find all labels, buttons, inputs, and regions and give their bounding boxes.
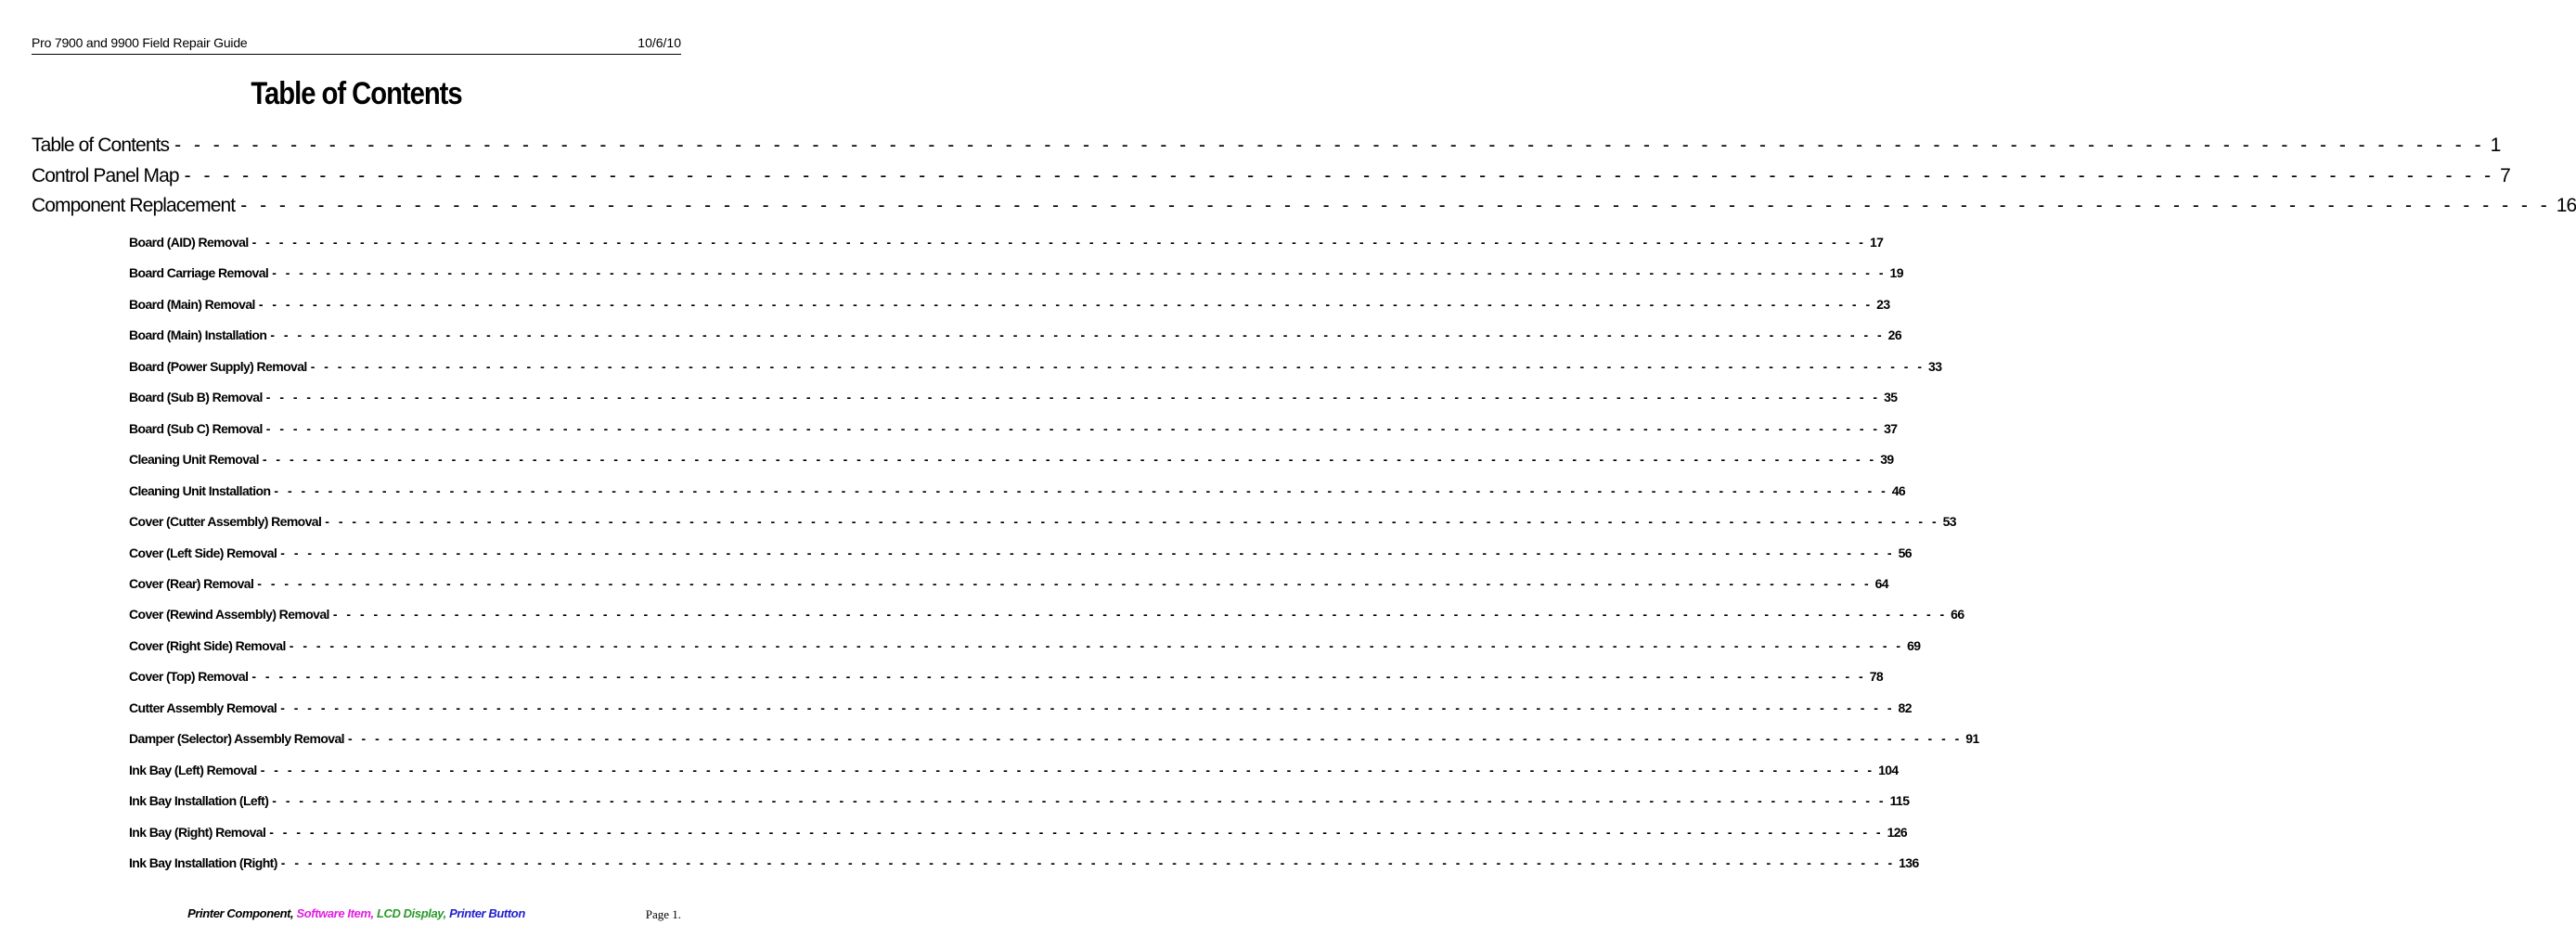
- toc-entry[interactable]: [129, 793, 1910, 809]
- toc-dot-leader: - - - - - - - - - - - - - - - - - - - - - - - - - - - - - - - - - - - - - - - - - - - - - - - - - - - - - - - - - - - - - - - - - - - - - - - - - - - - - - - - - - - - - - - - - - - - - - - - - - - - - - - - - - - - - - - - - - - - - - - -: [280, 700, 1895, 715]
- toc-entry-page: 66: [1951, 607, 1964, 623]
- toc-entry-label: Cutter Assembly Removal: [129, 700, 277, 715]
- toc-entry-page: 46: [1891, 482, 1906, 498]
- toc-entry-label: Cover (Left Side) Removal: [129, 545, 277, 560]
- toc-entry[interactable]: [129, 731, 1979, 747]
- toc-dot-leader: - - - - - - - - - - - - - - - - - - - - - - - - - - - - - - - - - - - - - - - - - - - - - - - - - - - - - - - - - - - - - - - - - - - - - - - - - - - - - - - - - - - - - - - - - - - - - - - - - - - - - - - - - - - - - - - - - - - - - - - -: [310, 358, 1926, 374]
- toc-entry-page: 136: [1899, 855, 1919, 870]
- toc-dot-leader: - - - - - - - - - - - - - - - - - - - - - - - - - - - - - - - - - - - - - - - - - - - - - - - - - - - - - - - - - - - - - - - - - - - - - - - - - - - - - - - - - - - - - - - - - - - - - - - - - - - - - - - - - - - - - - - - - - - - - - - -: [325, 514, 1939, 530]
- toc-entry[interactable]: [129, 420, 1898, 436]
- toc-entry[interactable]: [129, 575, 1888, 591]
- toc-entry-label: Ink Bay Installation (Right): [129, 855, 277, 870]
- toc-entry-label: Board Carriage Removal: [129, 265, 269, 281]
- toc-entry[interactable]: [129, 452, 1894, 468]
- toc-entry[interactable]: [129, 824, 1908, 840]
- toc-dot-leader: - - - - - - - - - - - - - - - - - - - - - - - - - - - - - - - - - - - - - - - - - - - - - - - - - - - - - - - - - - - - - - - - - - - - - - - - - - - - - - - - - - - - - - - - - - - - - - - - - - - - - - - - - - - - - - - - - - - - - - - -: [274, 482, 1888, 498]
- toc-dot-leader: - - - - - - - - - - - - - - - - - - - - - - - - - - - - - - - - - - - - - - - - - - - - - - - - - - - - - - - - - - - - - - - - - - - - - - - - - - - - - - - - - - - - - - - - - - - - - - - - - - - - - - - - - - - - - - - - - - - - - - - -: [262, 452, 1877, 468]
- toc-entry[interactable]: [129, 855, 1919, 870]
- legend-printer-button: Printer Button: [449, 906, 525, 920]
- toc-entry-page: 19: [1889, 265, 1903, 281]
- toc-dot-leader: - - - - - - - - - - - - - - - - - - - - - - - - - - - - - - - - - - - - - - - - - - - - - - - - - - - - - - - - - - - - - - - - - - - - - - - - - - - - - - - - - - - - - - - - - - - - - - - - - - - - - - - - - - - - - - - - - - - - - - - -: [174, 135, 2485, 156]
- toc-entry-label: Component Replacement: [32, 195, 236, 216]
- toc-entry-label: Cover (Top) Removal: [129, 669, 249, 685]
- toc-entry-label: Cover (Rewind Assembly) Removal: [129, 607, 329, 623]
- toc-entry[interactable]: [129, 390, 1898, 405]
- toc-entry[interactable]: [129, 482, 1906, 498]
- toc-entry-page: 35: [1884, 390, 1898, 405]
- page-title: Table of Contents: [251, 76, 462, 111]
- toc-entry-label: Board (AID) Removal: [129, 235, 249, 250]
- toc-dot-leader: - - - - - - - - - - - - - - - - - - - - - - - - - - - - - - - - - - - - - - - - - - - - - - - - - - - - - - - - - - - - - - - - - - - - - - - - - - - - - - - - - - - - - - - - - - - - - - - - - - - - - - - - - - - - - - - - - - - - - - - -: [258, 296, 1874, 312]
- toc-entry-page: 56: [1898, 545, 1912, 560]
- toc-entry[interactable]: [32, 135, 2501, 157]
- toc-entry-label: Cover (Cutter Assembly) Removal: [129, 514, 322, 530]
- toc-entry-label: Ink Bay (Right) Removal: [129, 824, 266, 840]
- toc-entry-page: 69: [1907, 637, 1921, 653]
- toc-entry-label: Control Panel Map: [32, 164, 179, 186]
- legend-lcd-display: LCD Display,: [376, 906, 446, 920]
- toc-entry[interactable]: [129, 265, 1903, 281]
- toc-dot-leader: - - - - - - - - - - - - - - - - - - - - - - - - - - - - - - - - - - - - - - - - - - - - - - - - - - - - - - - - - - - - - - - - - - - - - - - - - - - - - - - - - - - - - - - - - - - - - - - - - - - - - - - - - - - - - - - - - - - - - - - -: [265, 420, 1881, 436]
- toc-entry-page: 33: [1928, 358, 1942, 374]
- toc-entry-page: 115: [1889, 793, 1910, 809]
- toc-dot-leader: - - - - - - - - - - - - - - - - - - - - - - - - - - - - - - - - - - - - - - - - - - - - - - - - - - - - - - - - - - - - - - - - - - - - - - - - - - - - - - - - - - - - - - - - - - - - - - - - - - - - - - - - - - - - - - - - - - - - - - - -: [251, 669, 1866, 685]
- toc-entry-label: Board (Sub C) Removal: [129, 420, 263, 436]
- toc-entry[interactable]: [129, 514, 1956, 530]
- toc-entry[interactable]: [129, 235, 1884, 250]
- toc-dot-leader: - - - - - - - - - - - - - - - - - - - - - - - - - - - - - - - - - - - - - - - - - - - - - - - - - - - - - - - - - - - - - - - - - - - - - - - - - - - - - - - - - - - - - - - - - - - - - - - - - - - - - - - - - - - - - - - - - - - - - - - -: [260, 762, 1875, 777]
- toc-entry-page: 64: [1874, 575, 1888, 591]
- toc-entry-label: Board (Main) Installation: [129, 327, 267, 343]
- toc-entry-page: 126: [1887, 824, 1908, 840]
- legend-printer-component: Printer Component,: [187, 906, 294, 920]
- toc-dot-leader: - - - - - - - - - - - - - - - - - - - - - - - - - - - - - - - - - - - - - - - - - - - - - - - - - - - - - - - - - - - - - - - - - - - - - - - - - - - - - - - - - - - - - - - - - - - - - - - - - - - - - - - - - - - - - - - - - - - - - - - -: [272, 793, 1887, 809]
- toc-entry-label: Board (Sub B) Removal: [129, 390, 263, 405]
- toc-dot-leader: - - - - - - - - - - - - - - - - - - - - - - - - - - - - - - - - - - - - - - - - - - - - - - - - - - - - - - - - - - - - - - - - - - - - - - - - - - - - - - - - - - - - - - - - - - - - - - - - - - - - - - - - - - - - - - - - - - - - - - - -: [280, 545, 1895, 560]
- toc-entry-page: 17: [1869, 235, 1884, 250]
- toc-entry-label: Damper (Selector) Assembly Removal: [129, 731, 344, 747]
- toc-entry-label: Cleaning Unit Removal: [129, 452, 259, 468]
- toc-dot-leader: - - - - - - - - - - - - - - - - - - - - - - - - - - - - - - - - - - - - - - - - - - - - - - - - - - - - - - - - - - - - - - - - - - - - - - - - - - - - - - - - - - - - - - - - - - - - - - - - - - - - - - - - - - - - - - - - - - - - - - - -: [251, 235, 1866, 250]
- toc-dot-leader: - - - - - - - - - - - - - - - - - - - - - - - - - - - - - - - - - - - - - - - - - - - - - - - - - - - - - - - - - - - - - - - - - - - - - - - - - - - - - - - - - - - - - - - - - - - - - - - - - - - - - - - - - - - - - - - - - - - - - - - -: [257, 575, 1872, 591]
- toc-dot-leader: - - - - - - - - - - - - - - - - - - - - - - - - - - - - - - - - - - - - - - - - - - - - - - - - - - - - - - - - - - - - - - - - - - - - - - - - - - - - - - - - - - - - - - - - - - - - - - - - - - - - - - - - - - - - - - - - - - - - - - - -: [240, 195, 2551, 216]
- toc-dot-leader: - - - - - - - - - - - - - - - - - - - - - - - - - - - - - - - - - - - - - - - - - - - - - - - - - - - - - - - - - - - - - - - - - - - - - - - - - - - - - - - - - - - - - - - - - - - - - - - - - - - - - - - - - - - - - - - - - - - - - - - -: [272, 265, 1887, 281]
- toc-entry-label: Cover (Rear) Removal: [129, 575, 254, 591]
- toc-entry-page: 7: [2500, 164, 2510, 186]
- toc-entry-label: Cover (Right Side) Removal: [129, 637, 286, 653]
- toc-dot-leader: - - - - - - - - - - - - - - - - - - - - - - - - - - - - - - - - - - - - - - - - - - - - - - - - - - - - - - - - - - - - - - - - - - - - - - - - - - - - - - - - - - - - - - - - - - - - - - - - - - - - - - - - - - - - - - - - - - - - - - - -: [332, 607, 1948, 623]
- page-number: Page 1.: [645, 907, 681, 921]
- toc-entry-label: Board (Main) Removal: [129, 296, 255, 312]
- document-title: Pro 7900 and 9900 Field Repair Guide: [32, 35, 248, 50]
- toc-entry[interactable]: [129, 762, 1899, 777]
- legend-footer: [0, 906, 713, 920]
- toc-dot-leader: - - - - - - - - - - - - - - - - - - - - - - - - - - - - - - - - - - - - - - - - - - - - - - - - - - - - - - - - - - - - - - - - - - - - - - - - - - - - - - - - - - - - - - - - - - - - - - - - - - - - - - - - - - - - - - - - - - - - - - - -: [270, 327, 1885, 343]
- toc-entry-page: 104: [1878, 762, 1899, 777]
- toc-entry[interactable]: [129, 700, 1912, 715]
- toc-entry-page: 91: [1965, 731, 1979, 747]
- toc-entry[interactable]: [129, 296, 1890, 312]
- toc-dot-leader: - - - - - - - - - - - - - - - - - - - - - - - - - - - - - - - - - - - - - - - - - - - - - - - - - - - - - - - - - - - - - - - - - - - - - - - - - - - - - - - - - - - - - - - - - - - - - - - - - - - - - - - - - - - - - - - - - - - - - - - -: [280, 855, 1896, 870]
- toc-entry-label: Ink Bay (Left) Removal: [129, 762, 257, 777]
- toc-entry-page: 82: [1898, 700, 1912, 715]
- toc-dot-leader: - - - - - - - - - - - - - - - - - - - - - - - - - - - - - - - - - - - - - - - - - - - - - - - - - - - - - - - - - - - - - - - - - - - - - - - - - - - - - - - - - - - - - - - - - - - - - - - - - - - - - - - - - - - - - - - - - - - - - - - -: [184, 164, 2495, 186]
- toc-entry-label: Table of Contents: [32, 135, 170, 156]
- toc-entry[interactable]: [32, 164, 2510, 187]
- toc-entry-label: Ink Bay Installation (Left): [129, 793, 269, 809]
- toc-entry-page: 39: [1880, 452, 1894, 468]
- toc-entry[interactable]: [129, 327, 1902, 343]
- toc-dot-leader: - - - - - - - - - - - - - - - - - - - - - - - - - - - - - - - - - - - - - - - - - - - - - - - - - - - - - - - - - - - - - - - - - - - - - - - - - - - - - - - - - - - - - - - - - - - - - - - - - - - - - - - - - - - - - - - - - - - - - - - -: [289, 637, 1904, 653]
- toc-dot-leader: - - - - - - - - - - - - - - - - - - - - - - - - - - - - - - - - - - - - - - - - - - - - - - - - - - - - - - - - - - - - - - - - - - - - - - - - - - - - - - - - - - - - - - - - - - - - - - - - - - - - - - - - - - - - - - - - - - - - - - - -: [347, 731, 1963, 747]
- toc-entry-label: Cleaning Unit Installation: [129, 482, 271, 498]
- toc-entry[interactable]: [129, 607, 1964, 623]
- toc-entry-page: 78: [1869, 669, 1884, 685]
- toc-entry-page: 23: [1876, 296, 1890, 312]
- toc-entry[interactable]: [129, 669, 1884, 685]
- toc-entry-page: 26: [1887, 327, 1902, 343]
- toc-entry-label: Board (Power Supply) Removal: [129, 358, 307, 374]
- document-date: 10/6/10: [638, 35, 681, 50]
- toc-dot-leader: - - - - - - - - - - - - - - - - - - - - - - - - - - - - - - - - - - - - - - - - - - - - - - - - - - - - - - - - - - - - - - - - - - - - - - - - - - - - - - - - - - - - - - - - - - - - - - - - - - - - - - - - - - - - - - - - - - - - - - - -: [265, 390, 1881, 405]
- toc-entry[interactable]: [129, 637, 1921, 653]
- toc-entry-page: 16: [2556, 195, 2576, 216]
- toc-dot-leader: - - - - - - - - - - - - - - - - - - - - - - - - - - - - - - - - - - - - - - - - - - - - - - - - - - - - - - - - - - - - - - - - - - - - - - - - - - - - - - - - - - - - - - - - - - - - - - - - - - - - - - - - - - - - - - - - - - - - - - - -: [269, 824, 1884, 840]
- page-header: [32, 33, 681, 55]
- toc-entry[interactable]: [129, 358, 1942, 374]
- toc-entry[interactable]: [32, 195, 2576, 217]
- legend-software-item: Software Item,: [296, 906, 374, 920]
- toc-entry-page: 37: [1884, 420, 1898, 436]
- toc-entry-page: 53: [1942, 514, 1956, 530]
- toc-entry-page: 1: [2490, 135, 2501, 156]
- toc-entry[interactable]: [129, 545, 1912, 560]
